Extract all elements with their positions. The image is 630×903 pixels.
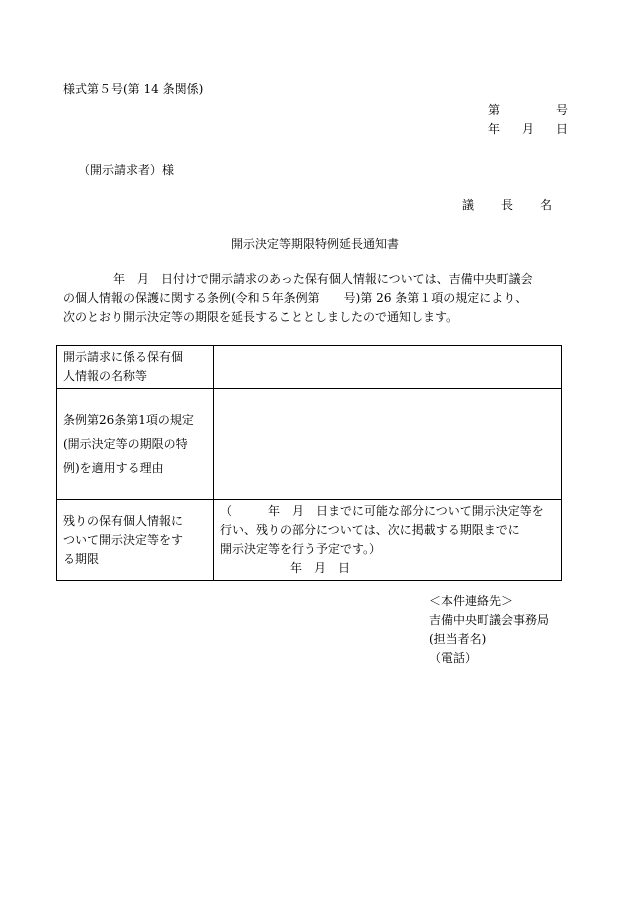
body-line-2: の個人情報の保護に関する条例(令和５年条例第 号)第 26 条第１項の規定により、 (63, 291, 528, 305)
label-line: る期限 (63, 551, 100, 566)
contact-heading: ＜本件連絡先＞ (429, 594, 514, 608)
contact-person: (担当者名) (429, 632, 487, 646)
contact-office: 吉備中央町議会事務局 (429, 613, 550, 627)
table-row (57, 389, 562, 500)
sender-char-2: 長 (500, 198, 513, 212)
sender-char-1: 議 (462, 198, 475, 212)
deadline-note-line: （ 年 月 日までに可能な部分について開示決定等を (220, 504, 544, 518)
deadline-date: 年 月 日 (290, 561, 351, 575)
label-cell-document-name (57, 346, 214, 389)
body-line-3: 次のとおり開示決定等の期限を延長することとしましたので通知します。 (63, 310, 459, 324)
document-title: 開示決定等期限特例延長通知書 (230, 237, 399, 251)
form-number: 様式第５号(第 14 条関係) (63, 82, 204, 96)
deadline-note-line: 開示決定等を行う予定です。） (220, 542, 382, 556)
addressee: （開示請求者）様 (78, 163, 175, 177)
date-day: 日 (555, 122, 568, 136)
sender-name (462, 196, 552, 213)
date-month: 月 (521, 122, 534, 136)
number-suffix: 号 (555, 103, 568, 117)
number-prefix: 第 (488, 103, 501, 117)
date-year: 年 (488, 122, 501, 136)
value-cell-reason (214, 389, 562, 500)
deadline-note-line: 行い、残りの部分については、次に掲載する期限までに (220, 523, 520, 537)
label-line: ついて開示決定等をす (63, 532, 184, 547)
label-line: 開示請求に係る保有個 (63, 350, 184, 364)
table-row (57, 500, 562, 581)
document-number (488, 101, 568, 118)
body-paragraph (63, 270, 568, 327)
contact-phone: （電話） (429, 651, 478, 665)
body-line-1: 年 月 日付けで開示請求のあった保有個人情報については、吉備中央町議会 (113, 272, 533, 286)
label-cell-reason (57, 389, 214, 500)
value-cell-deadline (214, 500, 562, 581)
label-cell-deadline (57, 500, 214, 581)
value-cell-document-name (214, 346, 562, 389)
label-line: 残りの保有個人情報に (63, 513, 184, 528)
label-line: 人情報の名称等 (63, 369, 148, 383)
table-row (57, 346, 562, 389)
label-line: (開示決定等の期限の特 (63, 437, 188, 451)
info-table (56, 345, 562, 581)
label-line: 条例第26条第1項の規定 (63, 413, 194, 427)
contact-block (429, 592, 549, 668)
label-line: 例)を適用する理由 (63, 461, 164, 475)
document-date (488, 120, 568, 137)
sender-char-3: 名 (539, 198, 552, 212)
